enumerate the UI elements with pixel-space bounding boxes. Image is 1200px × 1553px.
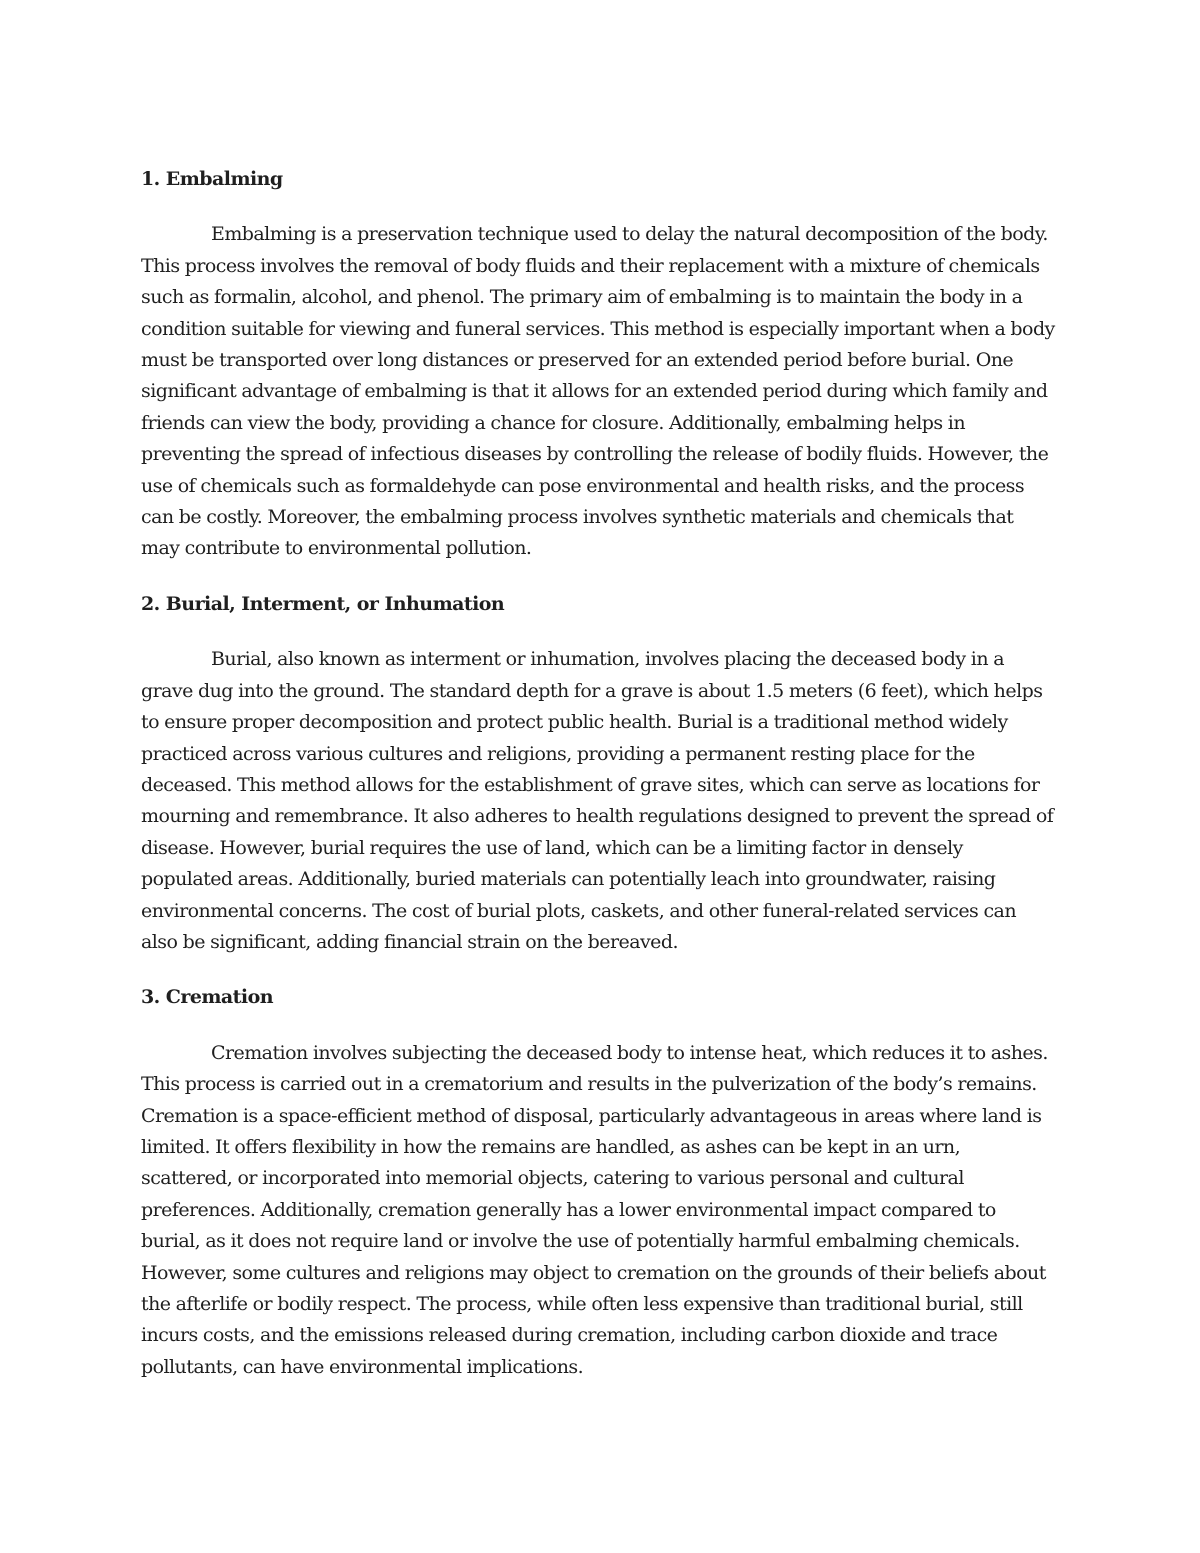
section-heading: 1. Embalming [141, 168, 283, 190]
section-heading: 3. Cremation [141, 986, 273, 1009]
section-heading: 2. Burial, Interment, or Inhumation [141, 592, 505, 615]
section-embalming [141, 164, 1056, 565]
section-paragraph: Embalming is a preservation technique used to delay the natural decomposition of the body. This process involves the removal of body fluids and their replacement with a mixture of chemicals such as formalin, alcohol, and phenol. The primary aim of embalming is to maintain the body in a condition suitable for viewing and funeral services. This method is especially important when a body must be transported over long distances or preserved for an extended period before burial. One significant advantage of embalming is that it allows for an extended period during which family and friends can view the body, providing a chance for closure. Additionally, embalming helps in preventing the spread of infectious diseases by controlling the release of bodily fluids. However, the use of chemicals such as formaldehyde can pose environmental and health risks, and the process can be costly. Moreover, the embalming process involves synthetic materials and chemicals that may contribute to environmental pollution. [141, 223, 1055, 560]
section-burial [141, 589, 1056, 958]
section-cremation [141, 982, 1056, 1383]
section-paragraph: Burial, also known as interment or inhumation, involves placing the deceased body in a grave dug into the ground. The standard depth for a grave is about 1.5 meters (6 feet), which helps to ensure proper decomposition and protect public health. Burial is a traditional method widely practiced across various cultures and religions, providing a permanent resting place for the deceased. This method allows for the establishment of grave sites, which can serve as locations for mourning and remembrance. It also adheres to health regulations designed to prevent the spread of disease. However, burial requires the use of land, which can be a limiting factor in densely populated areas. Additionally, buried materials can potentially leach into groundwater, raising environmental concerns. The cost of burial plots, caskets, and other funeral-related services can also be significant, adding financial strain on the bereaved. [141, 648, 1054, 953]
document-body [141, 164, 1056, 1407]
section-paragraph: Cremation involves subjecting the deceased body to intense heat, which reduces it to ashes. This process is carried out in a crematorium and results in the pulverization of the body’s remains. Cremation is a space-efficient method of disposal, particularly advantageous in areas where land is limited. It offers flexibility in how the remains are handled, as ashes can be kept in an urn, scattered, or incorporated into memorial objects, catering to various personal and cultural preferences. Additionally, cremation generally has a lower environmental impact compared to burial, as it does not require land or involve the use of potentially harmful embalming chemicals. However, some cultures and religions may object to cremation on the grounds of their beliefs about the afterlife or bodily respect. The process, while often less expensive than traditional burial, still incurs costs, and the emissions released during cremation, including carbon dioxide and trace pollutants, can have environmental implications. [141, 1041, 1048, 1378]
